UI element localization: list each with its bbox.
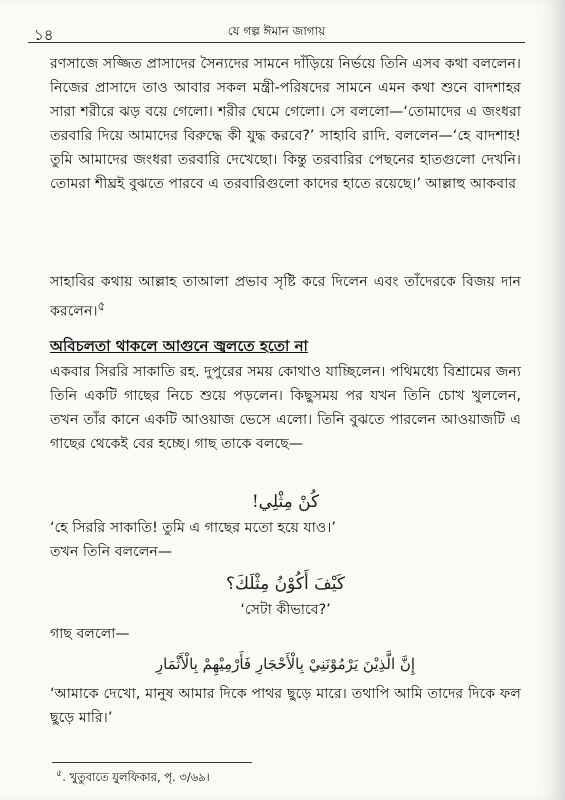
footnote-number: ৫ [56,768,63,779]
arabic-quote-1: كُنْ مِثْلِي! [251,492,320,512]
page-header [28,20,525,43]
paragraph-3: একবার সিররি সাকাতি রহ. দুপুরের সময় কোথাও যাচ্ছিলেন। পথিমধ্যে বিশ্রামের জন্য তিনি একটি গাছের নিচে শুয়ে পড়লেন। কিছুসময় পর যখন তিনি চোখ খুললেন, তখন তাঁর কানে একটি আওয়াজ ভেসে এলো। তিনি বুঝতে পারলেন আওয়াজটি এ গাছের থেকেই বের হচ্ছে। গাছ তাকে বলছে— [50,364,521,452]
translation-3: ‘আমাকে দেখো, মানুষ আমার দিকে পাথর ছুড়ে মারে। তথাপি আমি তাদের দিকে ফল ছুড়ে মারি।’ [50,686,521,726]
section-heading-text: অবিচলতা থাকলে আগুনে জ্বলতে হতো না [50,337,308,355]
dialogue-line-1: তখন তিনি বললেন— [50,544,173,560]
footnote-text: . খুতুবাতে যুলফিকার, পৃ. ৩/৬৯। [62,769,210,784]
arabic-quote-3: إِنَّ الَّذِيْنَ يَرْمُوْنَنِيْ بِالْأَحْجَارِ فَأَرْمِيْهِمْ بِالْأَثْمَارِ [155,655,416,673]
translation-2: ‘সেটা কীভাবে?’ [240,602,331,618]
page-number: ১৪ [34,26,54,44]
running-title: যে গল্প ঈমান জাগায় [227,24,326,38]
paragraph-1: রণসাজে সজ্জিত প্রাসাদের সৈন্যদের সামনে দাঁড়িয়ে নির্ভয়ে তিনি এসব কথা বললেন। নিজের প্রাসাদে তাও আবার সকল মন্ত্রী-পরিষদের সামনে এমন কথা শুনে বাদশাহর সারা শরীরে ঝড় বয়ে গেলো। শরীর ঘেমে গেলো। সে বললো—‘তোমাদের এ জংধরা তরবারি দিয়ে আমাদের বিরুদ্ধে কী যুদ্ধ করবে?’ সাহাবি রাদি. বললেন—‘হে বাদশাহ! তুমি আমাদের জংধরা তরবারি দেখেছো। কিন্তু তরবারির পেছনের হাতগুলো দেখনি। তোমরা শীঘ্রই বুঝতে পারবে এ তরবারিগুলো কাদের হাতে রয়েছে।’ আল্লাহু আকবার [50,56,521,192]
translation-1: ‘হে সিররি সাকাতি! তুমি এ গাছের মতো হয়ে যাও।’ [50,520,336,536]
section-heading [50,334,521,358]
footnote-divider [52,762,252,763]
paragraph-2-text: সাহাবির কথায় আল্লাহ তাআলা প্রভাব সৃষ্টি করে দিলেন এবং তাঁদেরকে বিজয় দান করলেন। [50,274,521,320]
paragraph-2 [50,270,521,320]
footnote [56,767,210,788]
arabic-quote-2: كَيْفَ أَكُوْنُ مِثْلَكَ؟ [226,574,345,594]
footnote-marker: ৫ [97,299,106,313]
dialogue-line-2: গাছ বললো— [50,626,130,642]
page-body [50,52,521,730]
